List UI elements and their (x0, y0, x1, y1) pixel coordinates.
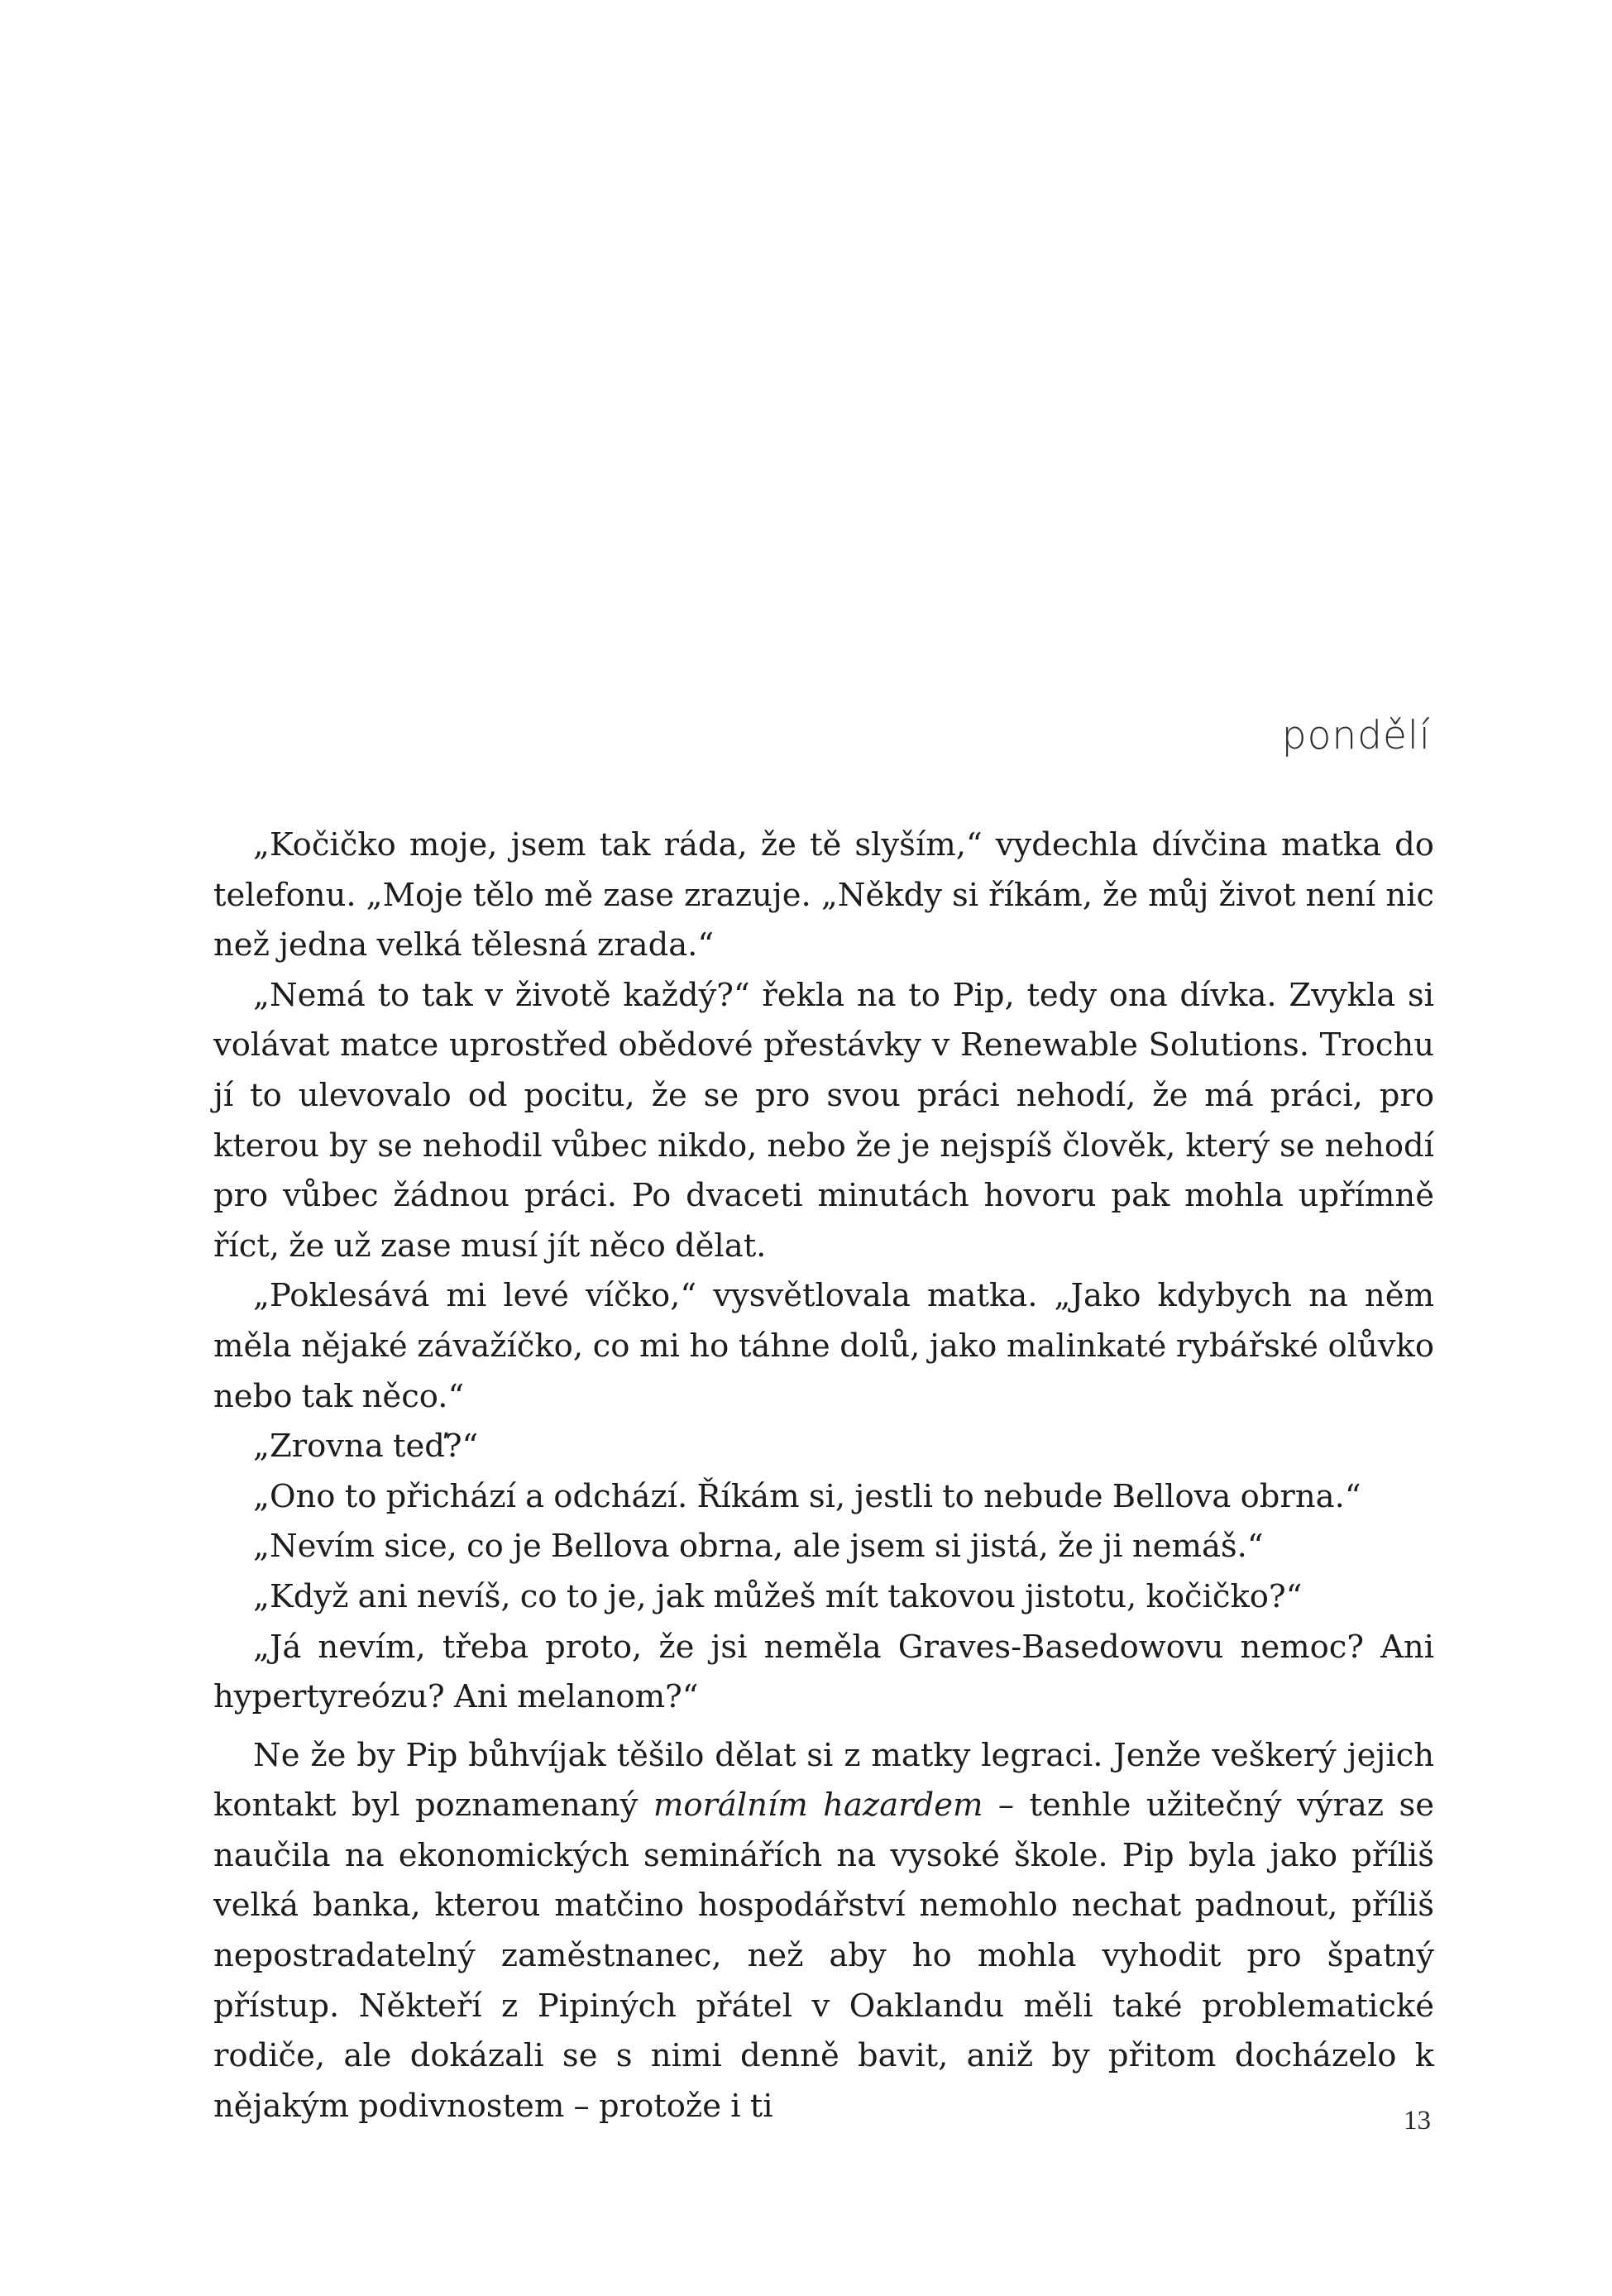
paragraph: „Kočičko moje, jsem tak ráda, že tě slyším,“ vydechla dívčina matka do telefonu. „Moje tělo mě zase zrazuje. „Někdy si říkám, že můj život není nic než jedna velká tělesná zrada.“ (213, 826, 1434, 964)
paragraph: „Já nevím, třeba proto, že jsi neměla Graves-Basedowovu nemoc? Ani hypertyreózu? Ani melanom?“ (213, 1628, 1434, 1716)
paragraph-final (213, 1731, 1434, 2132)
body-text (213, 820, 1434, 2131)
paragraph: „Poklesává mi levé víčko,“ vysvětlovala matka. „Jako kdybych na něm měla nějaké závažíčko, co mi ho táhne dolů, jako malinkaté rybářské olůvko nebo tak něco.“ (213, 1277, 1434, 1415)
paragraph: „Nevím sice, co je Bellova obrna, ale jsem si jistá, že ji nemáš.“ (253, 1528, 1264, 1566)
paragraph-final-start: Ne že by Pip bůhvíjak těšilo dělat si z matky legraci. Jenže veškerý jejich kontakt byl poznamenaný (213, 1736, 1434, 1825)
paragraph: „Nemá to tak v životě každý?“ řekla na to Pip, tedy ona dívka. Zvykla si volávat matce uprostřed obědové přestávky v Renewable Solutions. Trochu jí to ulevovalo od pocitu, že se pro svou práci nehodí, že má práci, pro kterou by se nehodil vůbec nikdo, nebo že je nejspíš člověk, který se nehodí pro vůbec žádnou práci. Po dvaceti minutách hovoru pak mohla upřímně říct, že už zase musí jít něco dělat. (213, 976, 1434, 1265)
paragraph: „Ono to přichází a odchází. Říkám si, jestli to nebude Bellova obrna.“ (253, 1477, 1361, 1515)
paragraph: „Když ani nevíš, co to je, jak můžeš mít takovou jistotu, kočičko?“ (253, 1577, 1303, 1615)
paragraph-final-end: – tenhle užitečný výraz se naučila na ekonomických seminářích na vysoké škole. Pip byla jako příliš velká banka, kterou matčino hospodářství nemohlo nechat padnout, příliš nepostradatelný zaměstnanec, než aby ho mohla vyhodit pro špatný přístup. Někteří z Pipiných přátel v Oaklandu měli také problematické rodiče, ale dokázali se s nimi denně bavit, aniž by přitom docházelo k nějakým podivnostem – protože i ti (213, 1787, 1435, 2125)
italic-term: morálním hazardem (653, 1787, 983, 1825)
paragraph: „Zrovna teď?“ (253, 1428, 479, 1466)
chapter-title: pondělí (1281, 713, 1431, 758)
page-number: 13 (1404, 2106, 1431, 2136)
